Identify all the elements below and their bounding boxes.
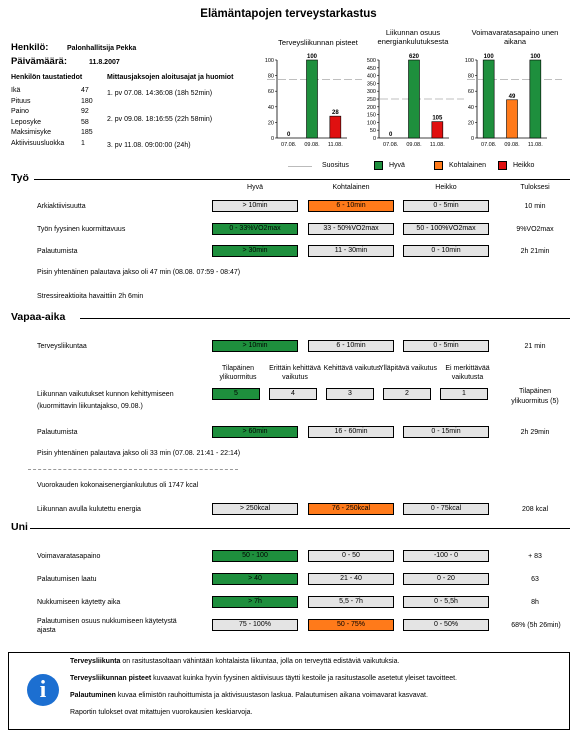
fitness-box: 5	[212, 388, 260, 400]
measurement-row: 3. pv 11.08. 09:00:00 (24h)	[107, 142, 191, 149]
range-good: 0 - 33%VO2max	[212, 223, 298, 235]
section-divider	[80, 318, 570, 319]
background-value: 185	[81, 129, 93, 136]
section-divider	[30, 528, 570, 529]
y-tick-label: 0	[470, 136, 474, 142]
legend-weak: Heikko	[513, 162, 535, 169]
y-tick-label: 500	[366, 58, 376, 64]
col-header-good: Hyvä	[247, 184, 263, 191]
fitness-header: Erittäin kehittävä vaikutus	[269, 365, 321, 381]
background-label: Ikä	[11, 87, 21, 94]
fitness-header: Tilapäinen ylikuormitus	[219, 365, 257, 381]
fitness-box: 3	[326, 388, 374, 400]
row-label: Työn fyysinen kuormittavuus	[37, 226, 126, 233]
legend-swatch-good	[374, 161, 383, 170]
y-tick-label: 100	[464, 58, 474, 64]
y-tick-label: 350	[366, 81, 376, 88]
result-value: 68% (5h 26min)	[511, 622, 561, 629]
background-label: Maksimisyke	[11, 129, 52, 136]
y-tick-label: 50	[369, 128, 376, 135]
work-note: Pisin yhtenäinen palautava jakso oli 47 min (08.08. 07:59 - 08:47)	[37, 269, 241, 276]
row-label: Palautumisen osuus nukkumiseen käytetystä	[37, 618, 177, 625]
section-leisure-title: Vapaa-aika	[11, 311, 66, 323]
bar-value-label: 28	[331, 110, 339, 117]
col-header-result: Tuloksesi	[520, 184, 550, 191]
range-good: > 40	[212, 573, 298, 585]
result-value: 8h	[531, 599, 539, 606]
range-moderate: 21 - 40	[308, 573, 394, 585]
y-tick-label: 300	[366, 89, 376, 96]
bar	[530, 60, 541, 138]
y-tick-label: 40	[267, 104, 274, 111]
separator-dashed	[28, 469, 238, 470]
row-label: Terveysliikuntaa	[37, 343, 87, 350]
bar-value-label: 100	[483, 54, 494, 60]
chart-title: Liikunnan osuus energiankulutuksesta	[377, 28, 449, 46]
result-value: 10 min	[524, 203, 546, 210]
x-tick-label: 09.08.	[304, 142, 320, 148]
y-tick-label: 150	[366, 112, 376, 119]
bar	[409, 60, 420, 138]
row-sublabel: (kuormittavin liikuntajakso, 09.08.)	[37, 403, 143, 410]
y-tick-label: 250	[366, 97, 376, 103]
bar-value-label: 105	[432, 115, 443, 122]
y-tick-label: 60	[267, 89, 274, 96]
range-weak: 0 - 5min	[403, 200, 489, 212]
section-sleep-title: Uni	[11, 521, 28, 533]
fitness-box: 4	[269, 388, 317, 400]
info-line: Palautuminen kuvaa elimistön rauhoittumista ja aktivisuustason laskua. Palautumisen aikana voimavarat kasvavat.	[70, 692, 428, 699]
y-tick-label: 40	[467, 104, 474, 111]
y-tick-label: 80	[467, 73, 474, 80]
range-weak: 0 - 15min	[403, 426, 489, 438]
range-good: > 7h	[212, 596, 298, 608]
row-label: Palautumista	[37, 429, 78, 436]
row-label: Voimavaratasapaino	[37, 553, 101, 560]
measurement-row: 1. pv 07.08. 14:36:08 (18h 52min)	[107, 90, 213, 97]
person-label: Henkilö:	[11, 42, 49, 53]
result-value: ylikuormitus (5)	[511, 398, 559, 405]
report-date: 11.8.2007	[89, 59, 120, 66]
range-weak: 0 - 75kcal	[403, 503, 489, 515]
bar-value-label: 49	[508, 93, 516, 100]
x-tick-label: 09.08.	[406, 142, 422, 148]
leisure-note: Pisin yhtenäinen palautava jakso oli 33 min (07.08. 21:41 - 22:14)	[37, 450, 241, 457]
bar-value-label: 100	[306, 54, 318, 60]
bar-value-label: 0	[388, 132, 393, 138]
charts-area	[255, 48, 575, 158]
range-weak: 0 - 5min	[403, 340, 489, 352]
y-tick-label: 20	[467, 120, 474, 127]
background-label: Pituus	[11, 97, 31, 105]
measurements-heading: Mittausjaksojen aloitusajat ja huomiot	[107, 74, 234, 81]
date-label: Päivämäärä:	[11, 56, 67, 67]
background-value: 47	[81, 87, 89, 94]
y-tick-label: 60	[467, 89, 474, 96]
row-label: Liikunnan vaikutukset kunnon kehittymiseen	[37, 391, 174, 398]
result-value: 2h 29min	[520, 429, 550, 436]
x-tick-label: 11.08.	[429, 142, 445, 148]
row-label: Palautumista	[37, 248, 78, 255]
legend-good: Hyvä	[389, 162, 405, 169]
fitness-box: 1	[440, 388, 488, 400]
y-tick-label: 200	[366, 104, 376, 111]
x-tick-label: 07.08.	[481, 142, 497, 148]
range-moderate: 11 - 30min	[308, 245, 394, 257]
row-label: Arkiaktiivisuutta	[37, 203, 86, 210]
section-divider	[34, 179, 570, 180]
background-label: Paino	[11, 108, 29, 115]
fitness-header: Kehittävä vaikutus	[323, 365, 381, 372]
range-moderate: 16 - 60min	[308, 426, 394, 438]
info-line: Terveysliikunnan pisteet kuvaavat kuinka hyvin fyysinen aktiivisuus täytti kestoile ja rasitustasolle asetetut yleiset tavoitteet.	[70, 675, 458, 682]
row-label: Nukkumiseen käytetty aika	[37, 599, 121, 606]
result-value: 21 min	[524, 343, 546, 350]
reference-line-legend	[288, 166, 312, 167]
y-tick-label: 0	[372, 136, 376, 142]
range-moderate: 33 - 50%VO2max	[308, 223, 394, 235]
fitness-header: Ylläpitävä vaikutus	[379, 365, 437, 372]
leisure-note: Vuorokauden kokonaisenergiankulutus oli 1747 kcal	[37, 482, 199, 489]
row-label: Liikunnan avulla kulutettu energia	[37, 506, 141, 513]
y-tick-label: 100	[264, 58, 274, 64]
legend-swatch-moderate	[434, 161, 443, 170]
page-title: Elämäntapojen terveystarkastus	[200, 8, 377, 20]
background-value: 1	[81, 139, 85, 147]
range-weak: 0 - 20	[403, 573, 489, 585]
chart-title: Voimavaratasapaino unen aikana	[471, 28, 559, 46]
info-line: Terveysliikunta on rasitustasoltaan vähintään kohtalaista liikuntaa, jolla on terveyttä edistäviä vaikutuksia.	[70, 658, 400, 665]
result-value: 63	[531, 576, 539, 583]
background-heading: Henkilön taustatiedot	[11, 74, 83, 81]
person-name: Palonhallitsija Pekka	[67, 45, 137, 52]
range-weak: 0 - 5,5h	[403, 596, 489, 608]
range-weak: -100 - 0	[403, 550, 489, 562]
range-moderate: 5,5 - 7h	[308, 596, 394, 608]
background-value: 58	[81, 118, 89, 126]
range-good: 50 - 100	[212, 550, 298, 562]
row-label: Palautumisen laatu	[37, 576, 97, 583]
bar	[432, 122, 443, 138]
info-box	[8, 652, 570, 730]
legend-swatch-weak	[498, 161, 507, 170]
legend-reference: Suositus	[322, 162, 349, 169]
result-value: 2h 21min	[520, 248, 550, 255]
bar-value-label: 620	[408, 54, 420, 60]
section-work-title: Työ	[11, 172, 29, 184]
range-weak: 50 - 100%VO2max	[403, 223, 489, 235]
result-value: Tilapäinen	[518, 388, 552, 395]
background-value: 180	[81, 97, 93, 105]
bar-value-label: 0	[286, 132, 291, 138]
bar	[507, 100, 518, 138]
range-moderate: 6 - 10min	[308, 340, 394, 352]
range-moderate: 6 - 10min	[308, 200, 394, 212]
x-tick-label: 11.08.	[527, 142, 543, 148]
result-value: 208 kcal	[521, 506, 549, 513]
range-good: > 60min	[212, 426, 298, 438]
fitness-header: Ei merkittävää vaikutusta	[445, 365, 490, 381]
range-weak: 0 - 50%	[403, 619, 489, 631]
range-weak: 0 - 10min	[403, 245, 489, 257]
chart-title: Terveysliikunnan pisteet	[278, 38, 358, 47]
background-label: Aktiivisuusluokka	[11, 139, 65, 147]
bar	[483, 60, 494, 138]
x-tick-label: 11.08.	[327, 142, 343, 148]
y-tick-label: 100	[366, 120, 376, 127]
y-tick-label: 80	[267, 73, 274, 80]
result-value: 9%VO2max	[516, 226, 554, 233]
y-tick-label: 20	[267, 120, 274, 127]
range-good: > 10min	[212, 200, 298, 212]
bar	[307, 60, 318, 138]
col-header-moderate: Kohtalainen	[332, 184, 370, 191]
fitness-box: 2	[383, 388, 431, 400]
info-icon: i	[27, 674, 59, 706]
background-label: Leposyke	[11, 118, 41, 126]
background-value: 92	[81, 108, 89, 115]
range-good: > 30min	[212, 245, 298, 257]
col-header-weak: Heikko	[435, 184, 457, 191]
range-moderate: 0 - 50	[308, 550, 394, 562]
info-line: Raportin tulokset ovat mitattujen vuorokausien keskiarvoja.	[70, 709, 253, 716]
x-tick-label: 07.08.	[281, 142, 297, 148]
y-tick-label: 400	[366, 73, 376, 80]
y-tick-label: 0	[270, 136, 274, 142]
y-tick-label: 450	[366, 65, 376, 72]
range-moderate: 50 - 75%	[308, 619, 394, 631]
legend-moderate: Kohtalainen	[449, 162, 486, 169]
row-label: ajasta	[37, 627, 56, 634]
x-tick-label: 09.08.	[504, 142, 520, 148]
range-good: > 10min	[212, 340, 298, 352]
bar	[330, 116, 341, 138]
range-good: > 250kcal	[212, 503, 298, 515]
work-note: Stressireaktioita havaittiin 2h 6min	[37, 293, 144, 300]
range-good: 75 - 100%	[212, 619, 298, 631]
x-tick-label: 07.08.	[383, 142, 399, 148]
measurement-row: 2. pv 09.08. 18:16:55 (22h 58min)	[107, 116, 213, 123]
result-value: + 83	[528, 553, 542, 560]
bar-value-label: 100	[530, 54, 541, 60]
range-moderate: 76 - 250kcal	[308, 503, 394, 515]
